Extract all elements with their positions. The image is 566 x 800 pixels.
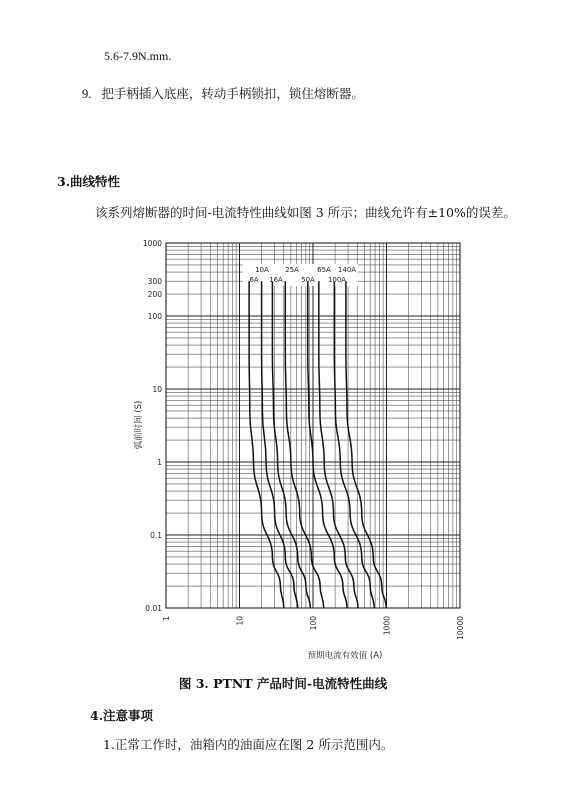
x-tick-label: 1000 [382, 616, 392, 636]
y-tick-label: 1000 [142, 239, 162, 248]
chart-series [249, 281, 386, 608]
chart-x-axis-label: 预期电流有效值 (A) [307, 651, 383, 661]
curve-100A [334, 281, 374, 608]
curve-6A [249, 281, 284, 608]
x-tick-label: 10 [235, 616, 245, 626]
y-tick-label: 300 [147, 277, 162, 287]
y-tick-label: 10 [152, 385, 162, 394]
curve-140A [346, 281, 386, 608]
x-tick-label: 100 [309, 616, 318, 631]
section-3-heading: 3.曲线特性 [57, 174, 121, 189]
legend-label-100A: 100A [327, 276, 347, 284]
y-tick-label: 1 [157, 458, 162, 467]
legend-label-140A: 140A [337, 266, 357, 274]
chart-x-ticks [162, 616, 465, 640]
section-4-heading: 4.注意事项 [90, 708, 154, 723]
chart-legend [243, 264, 358, 286]
curve-10A [262, 281, 298, 608]
x-tick-label: 1 [162, 616, 171, 621]
chart-y-ticks [143, 239, 162, 613]
figure-3-caption: 图 3. PTNT 产品时间-电流特性曲线 [178, 676, 388, 691]
step-9-text: 把手柄插入底座，转动手柄锁扣，锁住熔断器。 [101, 86, 364, 101]
legend-label-16A: 16A [269, 276, 283, 284]
y-tick-label: 0.1 [150, 531, 162, 540]
legend-label-65A: 65A [317, 266, 331, 274]
legend-label-6A: 6A [249, 276, 259, 284]
curve-50A [308, 281, 347, 608]
curve-65A [319, 281, 358, 608]
torque-spec-line: 5.6-7.9N.mm. [104, 49, 172, 63]
chart-y-axis-label: 弧前时间 (S) [134, 400, 144, 450]
y-tick-label: 100 [147, 312, 162, 321]
legend-label-10A: 10A [255, 266, 269, 274]
step-9-number: 9. [82, 87, 92, 101]
y-tick-label: 0.01 [145, 604, 162, 613]
legend-label-50A: 50A [301, 276, 315, 284]
section-3-paragraph: 该系列熔断器的时间-电流特性曲线如图 3 所示；曲线允许有±10%的误差。 [95, 205, 516, 220]
x-tick-label: 10000 [456, 616, 465, 640]
curve-16A [272, 281, 310, 608]
legend-label-25A: 25A [285, 266, 299, 274]
section-4-item-1: 1.正常工作时，油箱内的油面应在图 2 所示范围内。 [103, 737, 394, 752]
y-tick-label: 200 [147, 290, 162, 300]
